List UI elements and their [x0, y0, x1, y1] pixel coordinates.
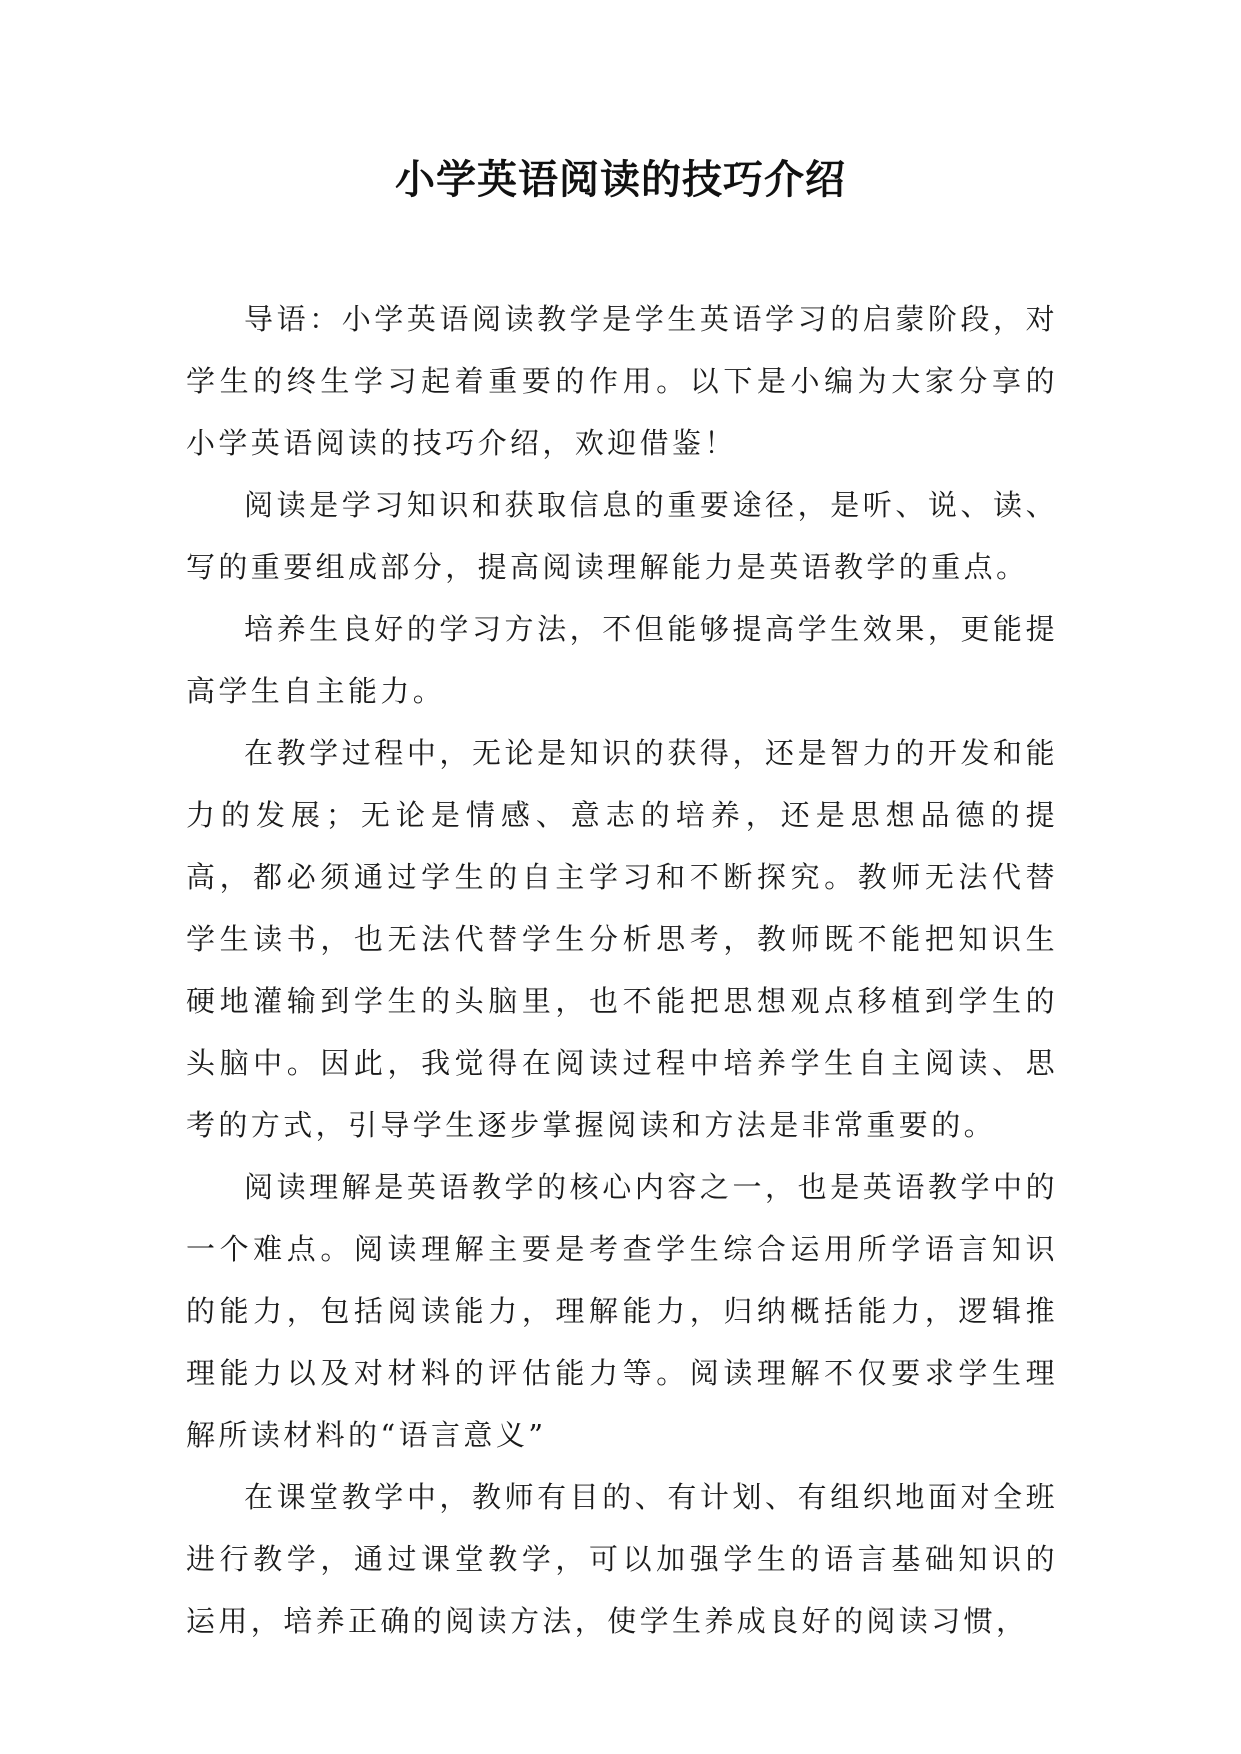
- intro-paragraph: 导语：小学英语阅读教学是学生英语学习的启蒙阶段，对学生的终生学习起着重要的作用。以下是小编为大家分享的小学英语阅读的技巧介绍，欢迎借鉴！: [186, 302, 1058, 460]
- body-paragraph: 在教学过程中，无论是知识的获得，还是智力的开发和能力的发展；无论是情感、意志的培养，还是思想品德的提高，都必须通过学生的自主学习和不断探究。教师无法代替学生读书，也无法代替学生分析思考，教师既不能把知识生硬地灌输到学生的头脑里，也不能把思想观点移植到学生的头脑中。因此，我觉得在阅读过程中培养学生自主阅读、思考的方式，引导学生逐步掌握阅读和方法是非常重要的。: [186, 736, 1058, 1142]
- body-paragraph: 阅读理解是英语教学的核心内容之一，也是英语教学中的一个难点。阅读理解主要是考查学生综合运用所学语言知识的能力，包括阅读能力，理解能力，归纳概括能力，逻辑推理能力以及对材料的评估能力等。阅读理解不仅要求学生理解所读材料的“语言意义”: [186, 1170, 1058, 1452]
- document-body: [186, 288, 1058, 1652]
- body-paragraph: 阅读是学习知识和获取信息的重要途径，是听、说、读、写的重要组成部分，提高阅读理解能力是英语教学的重点。: [186, 488, 1058, 584]
- body-paragraph: 在课堂教学中，教师有目的、有计划、有组织地面对全班进行教学，通过课堂教学，可以加强学生的语言基础知识的运用，培养正确的阅读方法，使学生养成良好的阅读习惯，: [186, 1480, 1058, 1638]
- document-title: 小学英语阅读的技巧介绍: [395, 157, 846, 203]
- body-paragraph: 培养生良好的学习方法，不但能够提高学生效果，更能提高学生自主能力。: [186, 612, 1058, 708]
